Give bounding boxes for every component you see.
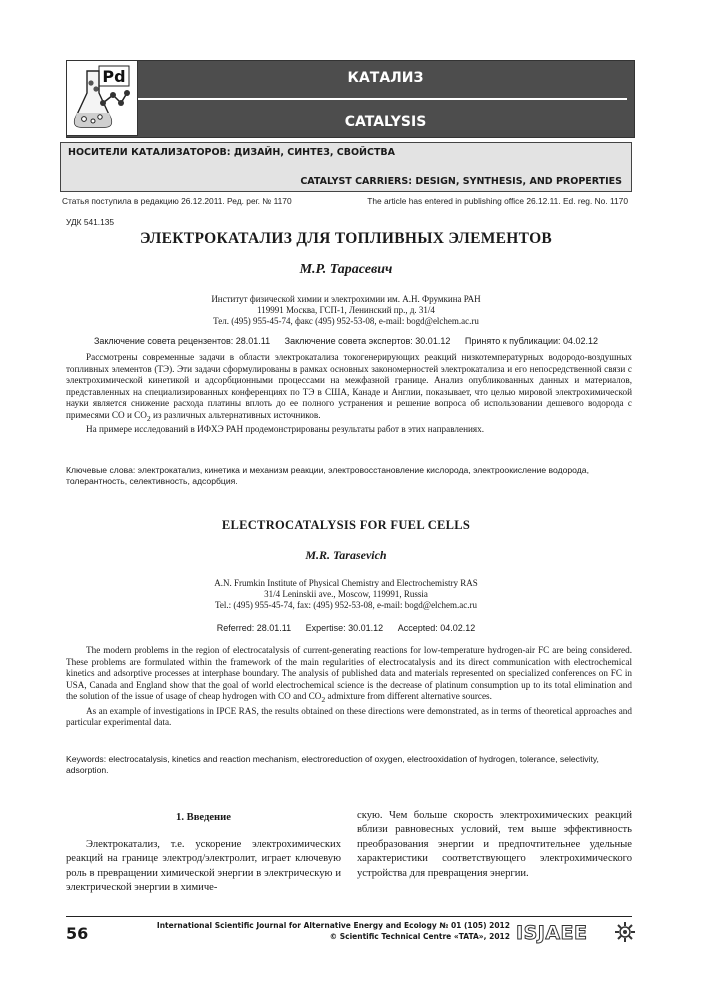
received-ru: Статья поступила в редакцию 26.12.2011. Ред. рег. № 1170 (62, 196, 292, 206)
abstract-paragraph: Рассмотрены современные задачи в области электрокатализа токогенерирующих реакций низкотемпературных водородо-воздушных топливных элементов (ТЭ). Эти задачи сформулированы в рамках основных закономерностей электрокатализа и его непосредственной связи с электрохимической кинетикой и адсорбционными процессами на межфазной границе. Анализ опубликованных данных и материалов, представленных на специализированных конференциях по ТЭ в США, Канаде и Англии, показывает, что целью мировой электрохимической науки является снижение расхода платины вплоть до ее полного устранения и решение вопроса об использовании дешевого водорода с примесями CO и $CO_2$ из различных альтернативных источников. (66, 352, 632, 423)
article-title-en: ELECTROCATALYSIS FOR FUEL CELLS (221, 518, 471, 532)
dates-ru (60, 336, 632, 346)
abstract-ru (66, 352, 632, 436)
abstract-en (66, 645, 632, 729)
affiliation-line: 119991 Москва, ГСП-1, Ленинский пр., д. 31/4 (257, 305, 435, 315)
footer-divider (66, 916, 632, 917)
author-ru: М.Р. Тарасевич (299, 262, 393, 277)
author-en: M.R. Tarasevich (305, 548, 387, 562)
page-number: 56 (66, 924, 89, 943)
date-expertise: Expertise: 30.01.12 (305, 623, 384, 633)
date-accepted: Accepted: 04.02.12 (397, 623, 476, 633)
body-paragraph: скую. Чем больше скорость электрохимических реакций вблизи равновесных условий, тем выше эффективность преобразования энергии и предпочтительнее удельные характеристики соответствующего электрохимического устройства для превращения энергии. (357, 810, 632, 879)
copyright-line: © Scientific Technical Centre «TATA», 2012 (329, 932, 510, 941)
keywords-en: Keywords: electrocatalysis, kinetics and reaction mechanism, electroreduction of oxygen, electrooxidation of hydrogen, tolerance, selectivity, adsorption. (66, 754, 599, 775)
udk-code: УДК 541.135 (66, 217, 115, 227)
affiliation-en (60, 578, 632, 611)
affiliation-line: A.N. Frumkin Institute of Physical Chemistry and Electrochemistry RAS (214, 578, 478, 588)
affiliation-line: 31/4 Leninskii ave., Moscow, 119991, Russia (264, 589, 428, 599)
body-column-right (357, 809, 632, 881)
section-heading: 1. Введение (176, 812, 231, 823)
body-paragraph: Электрокатализ, т.е. ускорение электрохимических реакций на границе электрод/электролит, играет ключевую роль в превращении химической энергии в электрическую и электрической энергии в химиче- (66, 839, 341, 894)
banner-divider (138, 98, 627, 100)
abstract-paragraph: На примере исследований в ИФХЭ РАН продемонстрированы результаты работ в этих направлениях. (86, 424, 485, 435)
article-title-ru: ЭЛЕКТРОКАТАЛИЗ ДЛЯ ТОПЛИВНЫХ ЭЛЕМЕНТОВ (139, 230, 553, 247)
section-title-ru: КАТАЛИЗ (347, 70, 424, 86)
journal-logo (66, 60, 138, 136)
journal-brand: ISJAEE (516, 922, 588, 944)
flask-pd-icon (67, 61, 137, 135)
svg-text:Pd: Pd (102, 67, 126, 86)
affiliation-ru (60, 294, 632, 327)
date-expertise: Заключение совета экспертов: 30.01.12 (284, 336, 451, 346)
abstract-paragraph: As an example of investigations in IPCE RAS, the results obtained on these directions were demonstrated, as in terms of theoretical approaches and particular experimental data. (66, 705, 632, 728)
affiliation-line: Тел. (495) 955-45-74, факс (495) 952-53-08, e-mail: bogd@elchem.ac.ru (213, 316, 479, 326)
abstract-paragraph: The modern problems in the region of electrocatalysis of current-generating reactions for low-temperature hydrogen-air FC are being considered. These problems are formulated within the framework of the main regularities of electrocatalysis and its direct communication with electrochemical kinetics and adsorptive processes at interphase boundary. The analysis of published data and materials represented on specialized conferences on FC in USA, Canada and England show that the goal of world electrochemical science is the decrease of platinum consumption up to its total elimination and the solution of the issue of usage of cheap hydrogen with CO and $CO_2$ admixture from different alternative sources. (66, 645, 632, 705)
topic-en: CATALYST CARRIERS: DESIGN, SYNTHESIS, AND PROPERTIES (300, 176, 622, 187)
dates-en (60, 623, 632, 633)
body-column-left (66, 838, 341, 896)
sun-gear-icon (614, 921, 636, 943)
journal-line: International Scientific Journal for Alternative Energy and Ecology № 01 (105) 2012 (156, 921, 510, 930)
keywords-ru: Ключевые слова: электрокатализ, кинетика и механизм реакции, электровосстановление кислорода, электроокисление водорода, толерантность, селективность, адсорбция. (66, 465, 589, 486)
affiliation-line: Институт физической химии и электрохимии им. А.Н. Фрумкина РАН (211, 294, 481, 304)
received-en: The article has entered in publishing office 26.12.11. Ed. reg. No. 1170 (367, 196, 628, 206)
date-accepted: Принято к публикации: 04.02.12 (464, 336, 599, 346)
section-title-en: CATALYSIS (344, 114, 427, 130)
date-referred: Заключение совета рецензентов: 28.01.11 (93, 336, 271, 346)
date-referred: Referred: 28.01.11 (216, 623, 292, 633)
affiliation-line: Tel.: (495) 955-45-74, fax: (495) 952-53-08, e-mail: bogd@elchem.ac.ru (214, 600, 478, 610)
topic-ru: НОСИТЕЛИ КАТАЛИЗАТОРОВ: ДИЗАЙН, СИНТЕЗ, СВОЙСТВА (68, 147, 396, 158)
